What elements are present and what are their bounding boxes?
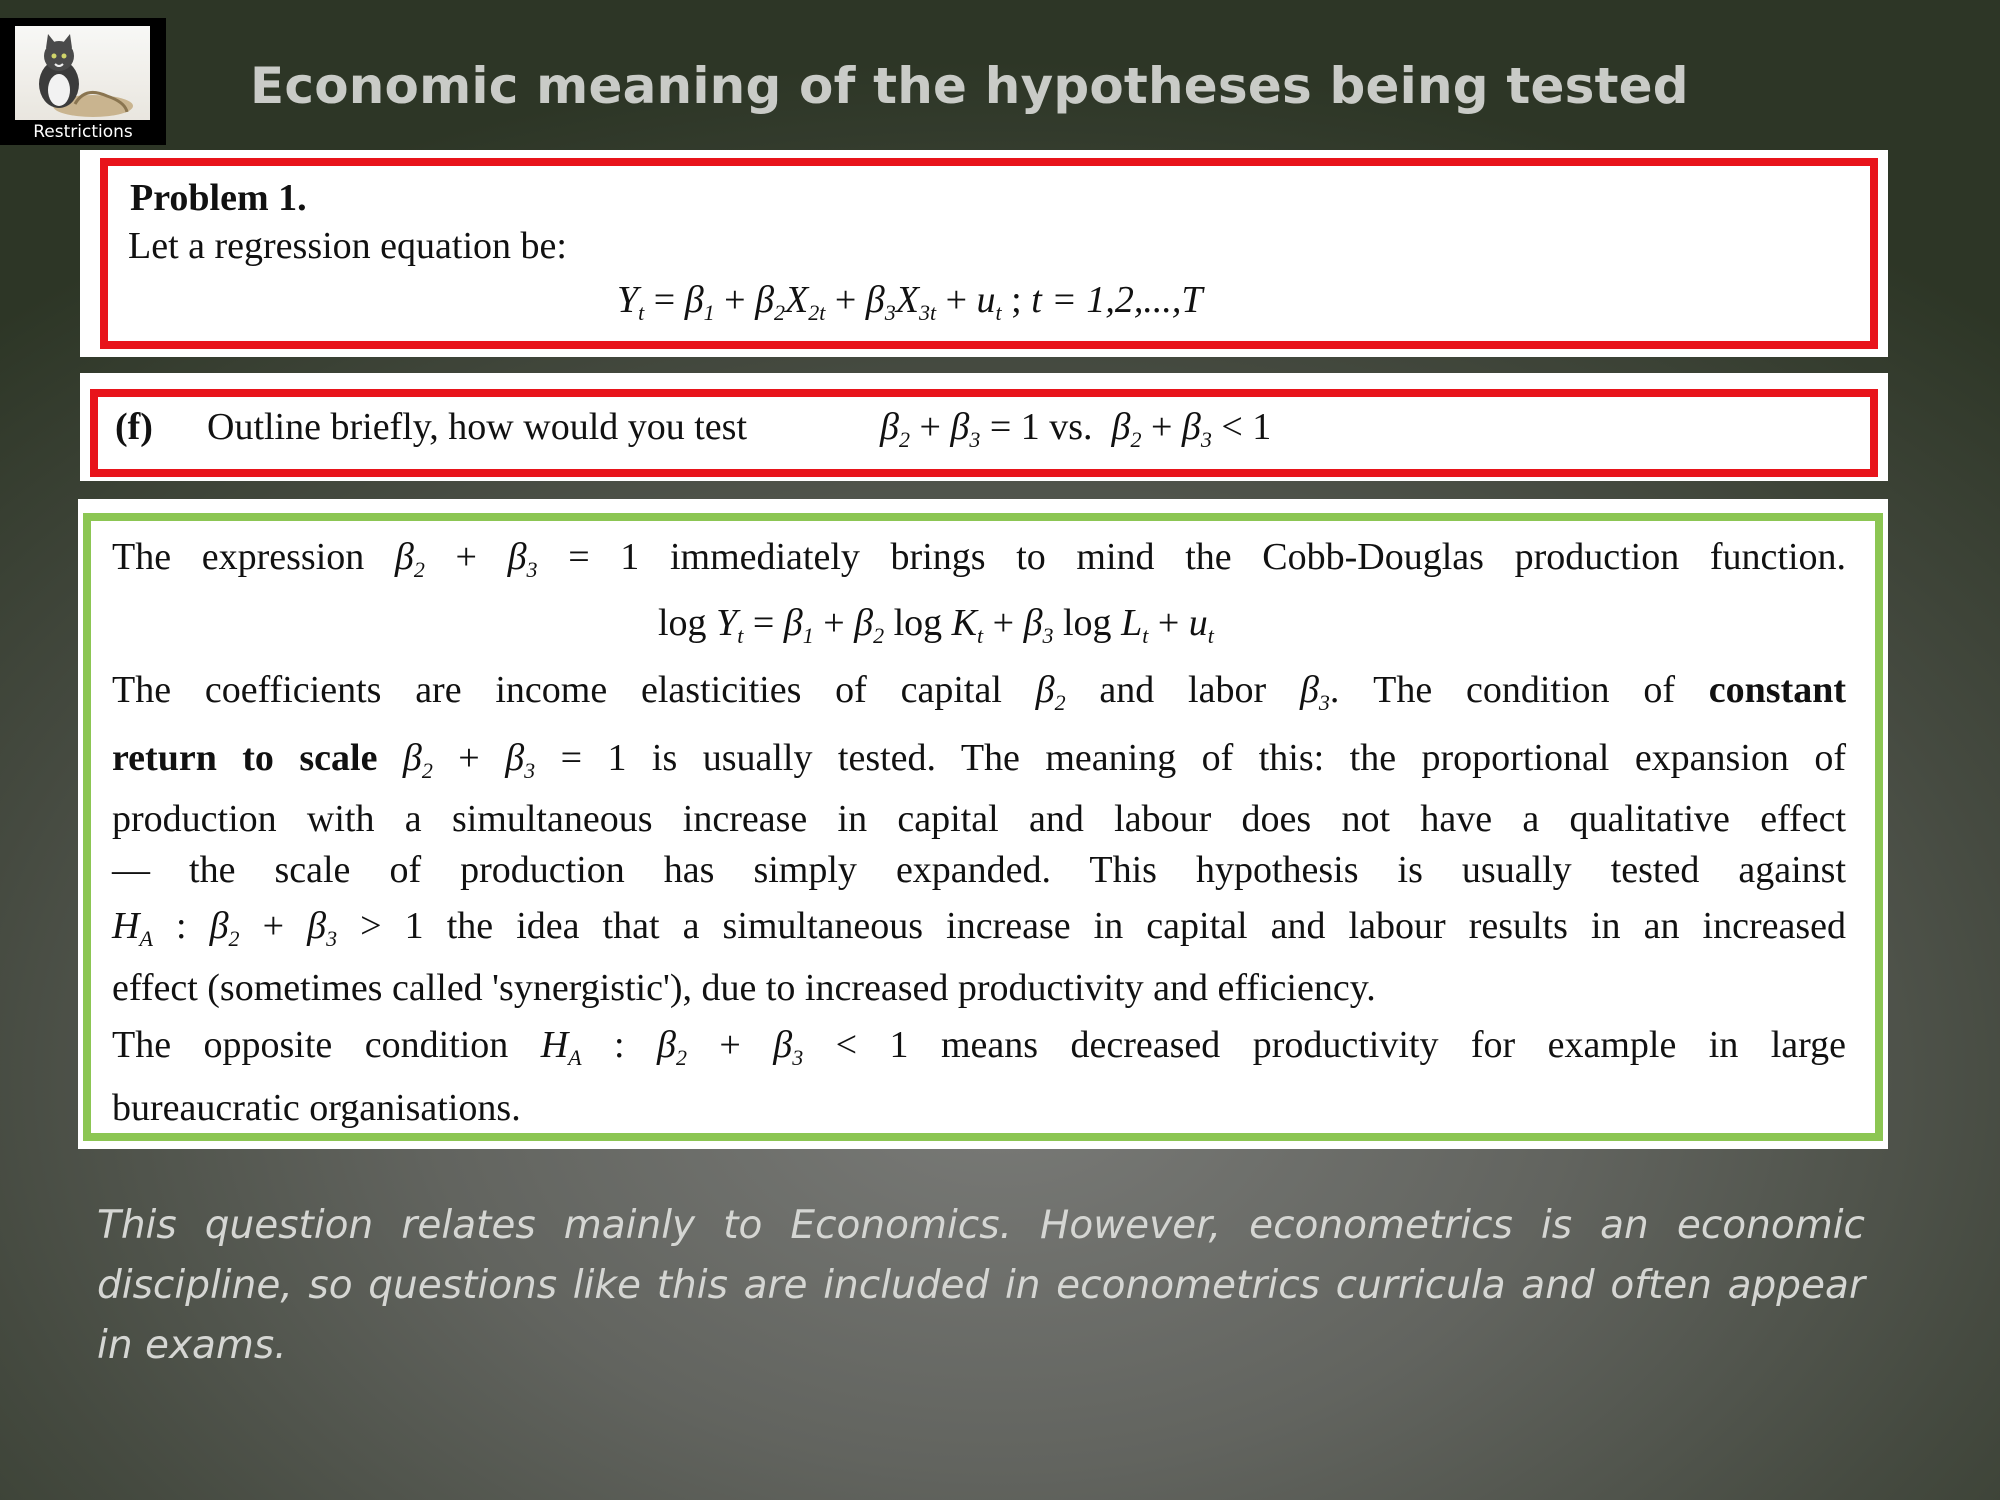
answer-line-1: The expression $\beta_2 + \beta_3 = 1$ immediately brings to mind the Cobb-Douglas production function. — [112, 536, 1847, 582]
answer-line-9: The opposite condition $H_A$ : $\beta_2 + \beta_3 < 1$ means decreased productivity for example in large — [112, 1024, 1847, 1070]
answer-line-6: — the scale of production has simply expanded. This hypothesis is usually tested against — [112, 849, 1846, 891]
part-f-panel — [80, 373, 1888, 481]
answer-line-4: return to scale $\beta_2 + \beta_3 = 1$ is usually tested. The meaning of this: the proportional expansion of — [112, 737, 1846, 783]
answer-line-3: The coefficients are income elasticities of capital $\beta_2$ and labor $\beta_3$. The condition of constant — [112, 669, 1847, 715]
logo-label: Restrictions — [33, 122, 133, 142]
part-f-tag: (f) — [115, 406, 153, 448]
cat-photo-icon — [15, 26, 150, 120]
problem-intro: Let a regression equation be: — [128, 225, 567, 267]
regression-equation: $Y_t = \beta_1 + \beta_2X_{2t} + \beta_3X_{3t} + u_t$ ; t = 1,2,...,T — [617, 279, 1203, 325]
part-f-hypotheses: $\beta_2 + \beta_3 = 1$ vs. $\beta_2 + \beta_3 < 1$ — [880, 406, 1272, 452]
restrictions-logo — [0, 18, 166, 145]
answer-line-10: bureaucratic organisations. — [112, 1087, 521, 1129]
cobb-douglas-equation: $\log Y_t = \beta_1 + \beta_2$ $\log K_t + \beta_3$ $\log L_t + u_t$ — [658, 602, 1214, 648]
answer-line-5: production with a simultaneous increase in capital and labour does not have a qualitative effect — [112, 798, 1846, 840]
part-f-text: Outline briefly, how would you test — [207, 406, 748, 448]
problem-heading: Problem 1. — [130, 177, 307, 219]
problem-panel — [80, 150, 1888, 357]
answer-line-8: effect (sometimes called 'synergistic'), due to increased productivity and efficiency. — [112, 967, 1376, 1009]
answer-line-7: $H_A$ : $\beta_2 + \beta_3 > 1$ the idea that a simultaneous increase in capital and labour results in an increased — [112, 905, 1847, 951]
footer-note: This question relates mainly to Economics. However, econometrics is an economic discipline, so questions like this are included in econometrics curricula and often appear in exams. — [97, 1203, 1865, 1368]
slide-title: Economic meaning of the hypotheses being tested — [250, 57, 1689, 115]
